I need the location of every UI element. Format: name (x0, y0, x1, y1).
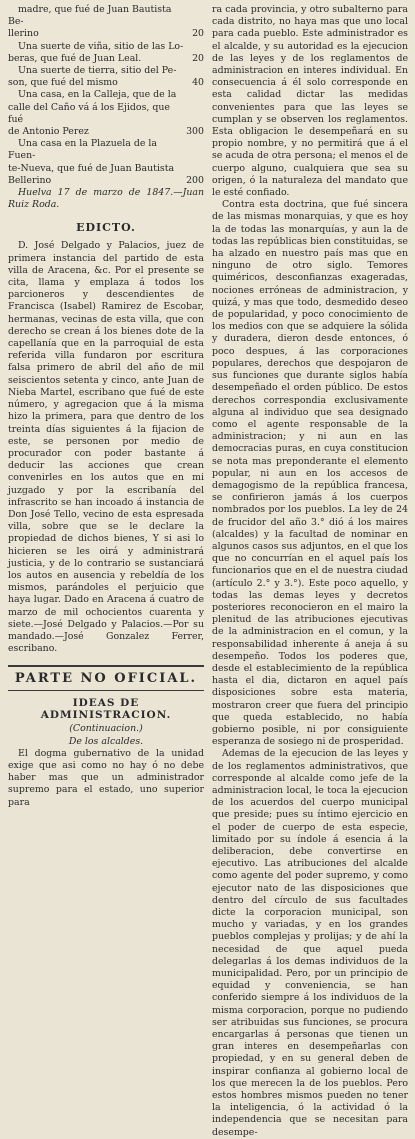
listing-row-value: 20 (192, 28, 204, 40)
continuation-note: (Continuacion.) (69, 723, 143, 735)
article-subtitle: De los alcaldes. (68, 735, 144, 747)
article-intro: El dogma gubernativo de la unidad exige que asi como no hay ó no debe haber mas que un administrador supremo para el estado, uno superior para (8, 747, 204, 808)
listing-row-value: 200 (186, 174, 204, 186)
right-text-1: ra cada provincia, y otro subalterno para cada distrito, no haya mas que uno local para cada pueblo. Este administrador es el alcalde, y su autoridad es la ejecucion de las leyes y de los reglamentos de administracion en interes individual. En consecuencia á él solo corresponde en esta calidad dictar las medidas convenientes para que las leyes se cumplan y se observen los reglamentos. Esta obligacion le desempeñará en su propio nombre, y no permitirá que á el se acuda de otra persona; el menos el de cuerpo alguno, cualquiera que sea su origen, ó la naturaleza del mandato que le esté confiado. (212, 4, 408, 199)
listing-row-text: Una suerte de viña, sitio de las Lo- (18, 40, 184, 52)
listing-row-text: madre, que fué de Juan Bautista Be- (8, 4, 172, 28)
listing-row-text: Una suerte de tierra, sitio del Pe- (18, 65, 177, 77)
listing-row-value: 300 (186, 126, 204, 138)
listing-row (8, 163, 204, 175)
listing-row (8, 89, 204, 101)
property-listing (8, 4, 204, 187)
listing-row-text: Una casa, en la Calleja, que de la (18, 89, 177, 101)
listing-row-value: 20 (192, 52, 204, 64)
right-text-2: Contra esta doctrina, que fué sincera de las mismas monarquias, y que es hoy la de todas las monarquías, y aun la de todas las repúblicas bien constituidas, se ha alzado en nuestro país mas que en ninguno de otro siglo. Temores quiméricos, desconfianzas exageradas, nociones erróneas de administracion, y quizá, y mas que todo, desmedido deseo de popularidad, y poco conocimiento de los medios con que se adquiere la sólida y duradera, dieron desde entonces, ó poco despues, á las corporaciones populares, derechos que despojaron de sus funciones que durante siglos había desempeñado el orden público. De estos derechos correspondia exclusivamente alguna al individuo que sea designado como el agente responsable de la administracion; y ni aun en las democracias puras, en cuya constitucion se nota mas preponderante el elemento popular, ni aun en los accesos de demagogismo de la república francesa, se confirieron jamás á los cuerpos nombrados por los pueblos. La ley de 24 de frucidor del año 3.° dió á los maires (alcaldes) y la facultad de nominar en algunos casos sus adjuntos, en el que los que no concurrían en el aquel país los funcionarios que en el de nuestra ciudad (artículo 2.° y 3.°). Este poco aquello, y todas las demas leyes y decretos posteriores reconocieron en el mairo la plenitud de las atribuciones ejecutivas de la administracion en el comun, y la responsabilidad inherente á aneja á su desempeño. Todos los poderes que, desde el establecimiento de la república hasta el dia, dictaron en aquel país disposiciones sobre esta materia, mostraron creer que fuera del principio que queda establecido, no había gobierno posible, ni por consiguiente esperanza de sosiego ni de prosperidad. (212, 199, 408, 748)
listing-row (8, 41, 204, 53)
listing-row (8, 77, 204, 89)
right-text-3: Ademas de la ejecucion de las leyes y de los reglamentos administrativos, que corresponde al alcalde como jefe de la administracion local, le toca la ejecucion de los acuerdos del cuerpo municipal que preside; pues su íntimo ejercicio en el poder de cuerpo de esta especie, limitado por su índole á esencia á la deliberacion, debe convertirse en ejecutivo. Las atribuciones del alcalde como agente del poder supremo, y como ejecutor nato de las disposiciones que dentro del círculo de sus facultades dicte la corporacion municipal, son mucho y variadas, y en los grandes pueblos complejas y prolijas; y de ahí la necesidad de que aquel pueda delegarlas á los demas individuos de la municipalidad. Pero, por un principio de equidad y conveniencia, se han conferido siempre á los individuos de la misma corporacion, porque no pudiendo ser atribuidas sus funciones, se procura encargarlas á personas que tienen un gran interes en desempeñarlas con propiedad, y en su general deben de inspirar confianza al gobierno local de los que merecen la de los pueblos. Pero estos hombres mismos pueden no tener la inteligencia, ó la actividad ó la independencia que se necesitan para desempe- (212, 748, 408, 1138)
right-column (212, 4, 408, 1138)
listing-row (8, 126, 204, 138)
listing-row (8, 102, 204, 126)
listing-row-text: Bellerino (8, 174, 52, 186)
listing-row-text: son, que fué del mismo (8, 77, 118, 89)
listing-row-text: Una casa en la Plazuela de la Fuen- (8, 138, 157, 162)
listing-row-text: llerino (8, 28, 39, 40)
listing-closing-signature: Huelva 17 de marzo de 1847.—Juan Ruiz Roda. (8, 187, 204, 211)
listing-row-text: beras, que fué de Juan Leal. (8, 52, 142, 64)
listing-row (8, 53, 204, 65)
listing-row-text: te-Nueva, que fué de Juan Bautista (8, 162, 175, 174)
edicto-text: D. José Delgado y Palacios, juez de primera instancia del partido de esta villa de Aracena, &c. Por el presente se cita, llama y emplaza á todos los parcioneros y descendientes de Francisca (Isabel) Ramirez de Escobar, hermanas, vecinas de esta villa, que con derecho se crean á los bienes dote de la capellanía que en la parroquial de esta referida villa fundaron por escritura falsa primero de abril del año de mil seiscientos setenta y cinco, ante Juan de Nieba Martel, escribano que fué de este número, y agregacion que á la misma hizo la primera, para que dentro de los treinta días siguientes á la fijacion de este, se personen por medio de procurador con poder bastante á deducir las acciones que crean convenirles en los autos que en mi juzgado y por la escribanía del infrascrito se han incoado á instancia de Don José Tello, vecino de esta espresada villa, sobre que se le declare la propiedad de dichos bienes, Y si asi lo hicieren se les oirá y administrará justicia, y de lo contrario se sustanciará los autos en ausencia y rebeldía de los mismos, parándoles el perjuicio que haya lugar. Dado en Aracena á cuatro de marzo de mil ochocientos cuarenta y siete.—José Delgado y Palacios.—Por su mandado.—José Gonzalez Ferrer, escribano. (8, 240, 204, 655)
article-title: IDEAS DE ADMINISTRACION. (40, 697, 172, 722)
listing-row (8, 28, 204, 40)
edicto-heading: EDICTO. (76, 221, 136, 235)
listing-row (8, 175, 204, 187)
listing-row (8, 4, 204, 28)
listing-row-text: de Antonio Perez (8, 126, 89, 138)
listing-row-value: 40 (192, 77, 204, 89)
listing-row-text: calle del Caño vá á los Ejidos, que fué (8, 101, 170, 125)
listing-row (8, 65, 204, 77)
listing-row (8, 138, 204, 162)
left-column (8, 4, 204, 808)
section-banner: PARTE NO OFICIAL. (8, 665, 204, 691)
